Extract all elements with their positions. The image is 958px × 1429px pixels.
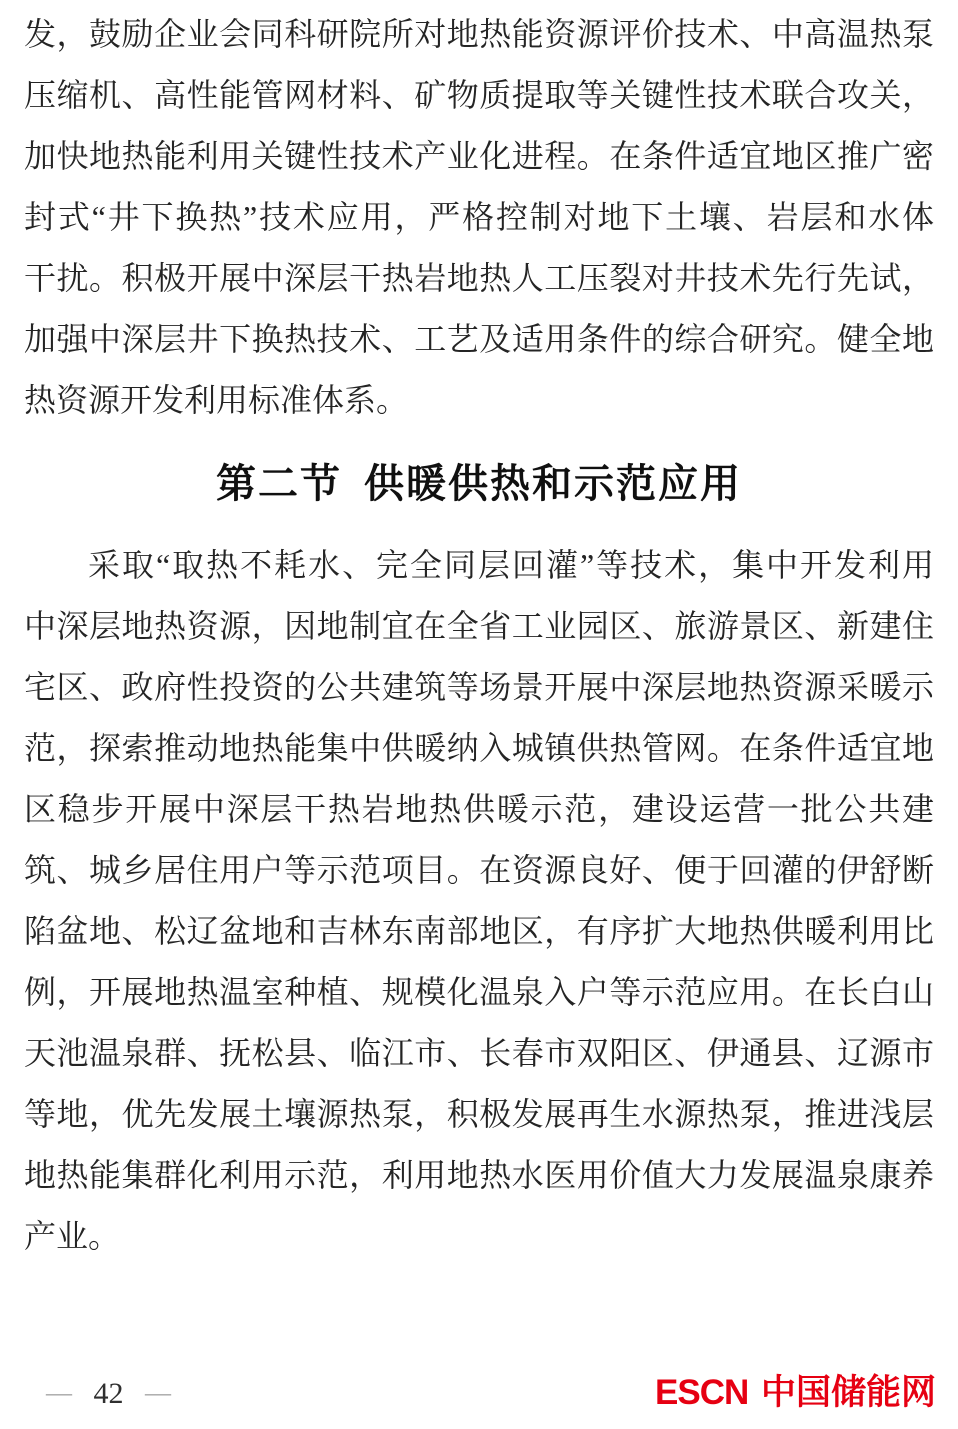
page-number-dash-left: — bbox=[46, 1378, 72, 1407]
text-line: 加快地热能利用关键性技术产业化进程。在条件适宜地区推广密 bbox=[24, 138, 934, 174]
text-line: 压缩机、高性能管网材料、矿物质提取等关键性技术联合攻关， bbox=[24, 77, 934, 113]
section-title: 供暖供热和示范应用 bbox=[364, 462, 742, 506]
text-line: 发，鼓励企业会同科研院所对地热能资源评价技术、中高温热泵 bbox=[24, 16, 934, 52]
text-line: 等地，优先发展土壤源热泵，积极发展再生水源热泵，推进浅层 bbox=[24, 1096, 934, 1132]
text-line: 加强中深层井下换热技术、工艺及适用条件的综合研究。健全地 bbox=[24, 321, 934, 357]
text-line: 热资源开发利用标准体系。 bbox=[24, 382, 409, 418]
text-line: 宅区、政府性投资的公共建筑等场景开展中深层地热资源采暖示 bbox=[24, 669, 934, 705]
text-line: 封式“井下换热”技术应用，严格控制对地下土壤、岩层和水体 bbox=[24, 199, 934, 235]
paragraph-body bbox=[24, 535, 934, 1267]
escn-logo bbox=[655, 1375, 936, 1411]
section-number: 第二节 bbox=[216, 462, 342, 506]
page-number-dash-right: — bbox=[145, 1378, 171, 1407]
text-line: 陷盆地、松辽盆地和吉林东南部地区，有序扩大地热供暖利用比 bbox=[24, 913, 934, 949]
text-line: 采取“取热不耗水、完全同层回灌”等技术，集中开发利用 bbox=[88, 547, 934, 583]
section-heading bbox=[24, 453, 934, 515]
logo-latin-text: ESCN bbox=[655, 1373, 749, 1412]
text-line: 筑、城乡居住用户等示范项目。在资源良好、便于回灌的伊舒断 bbox=[24, 852, 934, 888]
text-line: 干扰。积极开展中深层干热岩地热人工压裂对井技术先行先试， bbox=[24, 260, 934, 296]
text-line: 范，探索推动地热能集中供暖纳入城镇供热管网。在条件适宜地 bbox=[24, 730, 934, 766]
paragraph-continuation bbox=[24, 4, 934, 431]
logo-chinese-text: 中国储能网 bbox=[760, 1373, 936, 1412]
text-line: 区稳步开展中深层干热岩地热供暖示范，建设运营一批公共建 bbox=[24, 791, 934, 827]
text-line: 地热能集群化利用示范，利用地热水医用价值大力发展温泉康养 bbox=[24, 1157, 934, 1193]
page-number bbox=[46, 1376, 171, 1411]
text-line: 中深层地热资源，因地制宜在全省工业园区、旅游景区、新建住 bbox=[24, 608, 934, 644]
text-line: 产业。 bbox=[24, 1218, 121, 1254]
text-line: 天池温泉群、抚松县、临江市、长春市双阳区、伊通县、辽源市 bbox=[24, 1035, 934, 1071]
page-number-value: 42 bbox=[93, 1377, 124, 1410]
text-line: 例，开展地热温室种植、规模化温泉入户等示范应用。在长白山 bbox=[24, 974, 934, 1010]
